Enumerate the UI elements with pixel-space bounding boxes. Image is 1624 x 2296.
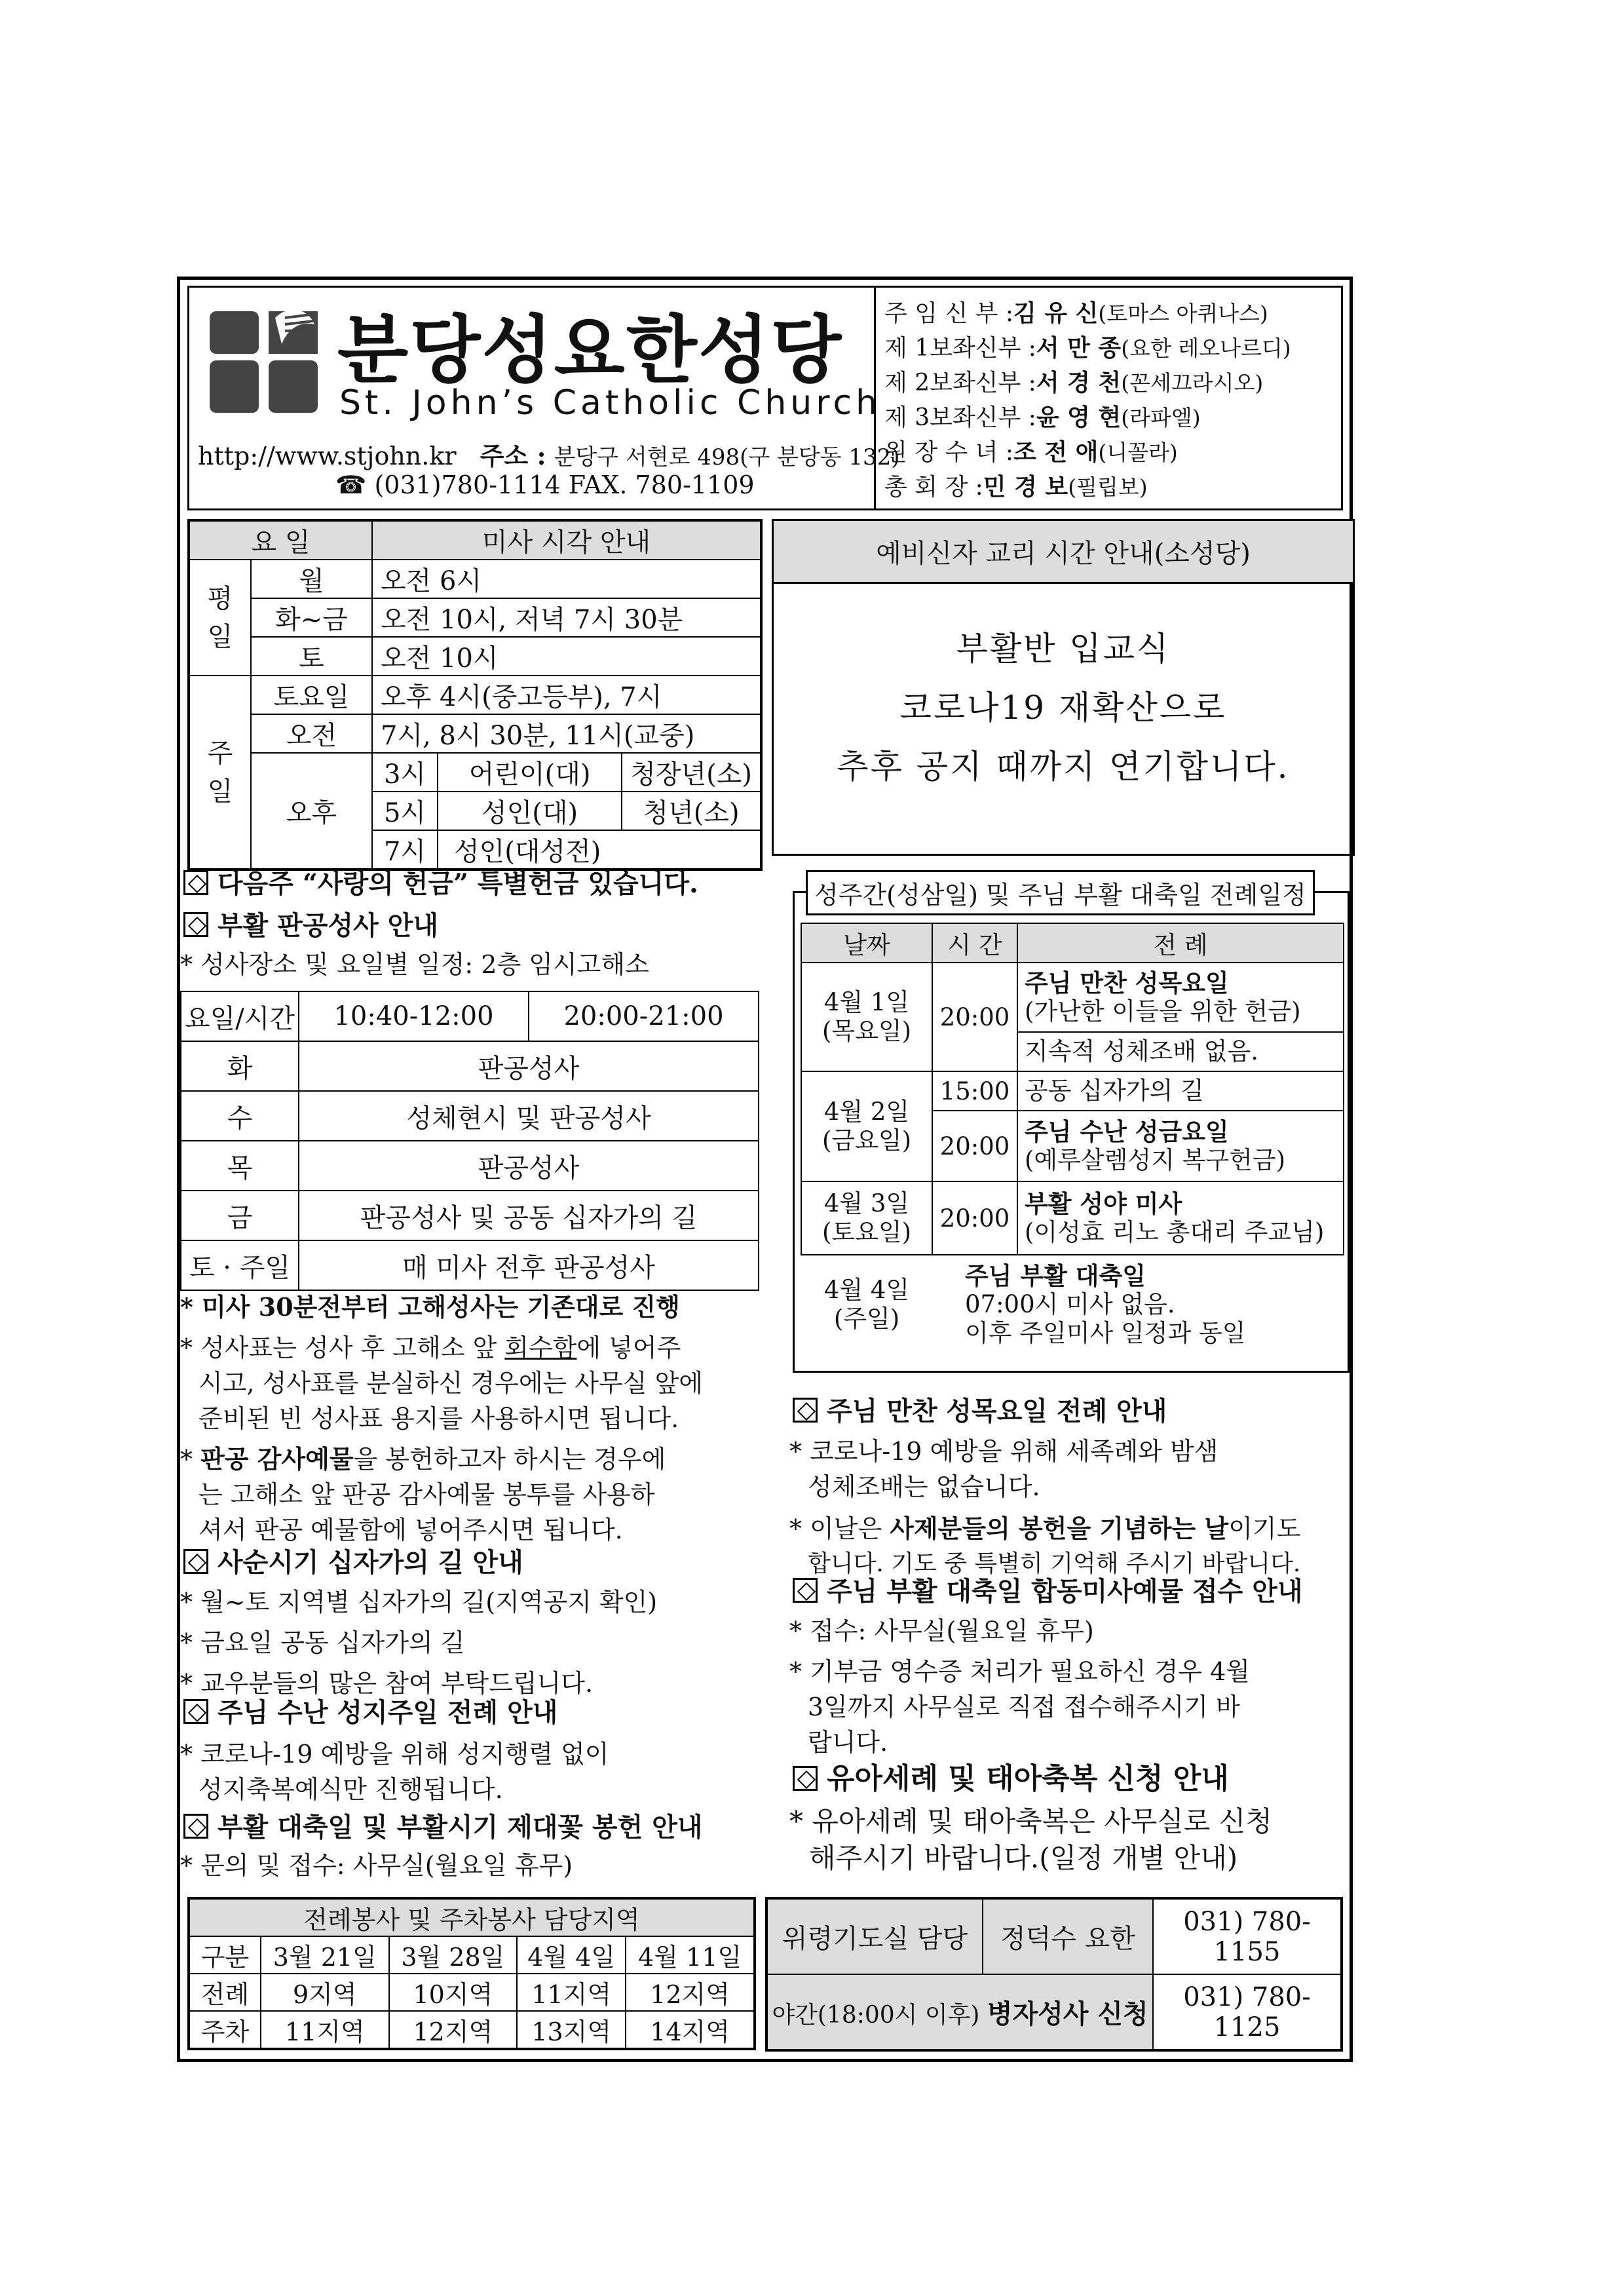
staff-row: 제 3보좌신부 :윤 영 현(라파엘) — [884, 404, 1201, 431]
section-stations: 사순시기 십자가의 길 안내 — [183, 1544, 523, 1582]
church-title: 분당성요한성당 — [337, 308, 843, 393]
staff-row: 총 회 장 :민 경 보(필립보) — [884, 473, 1148, 501]
liturgy-table: 날짜 시 간 전 례 4월 1일 (목요일) 20:00 주님 만찬 성목요일 (가난한 이들을 위한 헌금) 지속적 성체조배 없음. 4월 2일 (금요일) 15:00 공동 십자가의 길 20:00 주님 수난 성금요일 (예루살렘성지 복구헌금) 4월 3일 (토요일) 20:00 부활 성야 미사 (이성효 리노 총대리 주교님) 4월 4일 (주일) 주님 부활 대축일 07:00시 미사 없음. 이후 주일미사 일정과 동일 — [801, 923, 1344, 1353]
stations-notes: * 월~토 지역별 십자가의 길(지역공지 확인) * 금요일 공동 십자가의 길 * 교우분들의 많은 참여 부탁드립니다. — [180, 1588, 658, 1698]
mass-schedule-table: 요 일 미사 시각 안내 평 일 월 오전 6시 화~금 오전 10시, 저녁 7시 30분 토 오전 10시 주 일 토요일 오후 4시(중고등부), 7시 오전 7시, 8시 30분, 11시(교중) 오후 3시 어린이(대) 청장년(소) 5시 성인(대) 청년(소) 7시 성인(대성전) — [187, 519, 763, 871]
church-subtitle: St. John’s Catholic Church — [339, 383, 882, 423]
altar-flowers-note: * 문의 및 접수: 사무실(월요일 휴무) — [180, 1851, 573, 1880]
website-link[interactable]: http://www.stjohn.kr — [198, 442, 457, 470]
section-bullet-icon — [183, 1549, 208, 1574]
contact-address — [198, 436, 900, 472]
staff-row: 제 1보좌신부 :서 만 종(요한 레오나르디) — [884, 334, 1291, 362]
section-bullet-icon — [183, 1699, 208, 1724]
catechism-line: 추후 공지 때까지 연기합니다. — [837, 748, 1290, 786]
palm-sunday-notes: * 코로나-19 예방을 위해 성지행렬 없이 성지축복예식만 진행됩니다. — [180, 1740, 609, 1804]
infant-baptism-notes: * 유아세례 및 태아축복은 사무실로 신청 해주시기 바랍니다.(일정 개별 안내) — [789, 1805, 1272, 1874]
mass-header-day: 요 일 — [189, 520, 372, 560]
mass-header-time: 미사 시각 안내 — [372, 520, 761, 560]
section-holy-thursday: 주님 만찬 성목요일 전례 안내 — [793, 1392, 1167, 1430]
liturgy-title: 성주간(성삼일) 및 주님 부활 대축일 전례일정 — [806, 870, 1315, 915]
staff-list — [884, 296, 1291, 505]
section-bullet-icon — [183, 912, 208, 937]
section-confession: 부활 판공성사 안내 — [183, 907, 438, 945]
section-bullet-icon — [793, 1578, 818, 1603]
staff-row: 주 임 신 부 :김 유 신(토마스 아퀴나스) — [884, 299, 1268, 327]
weekday-label: 평 일 — [189, 560, 251, 676]
confession-table: 요일/시간 10:40-12:00 20:00-21:00 화 판공성사 수 성체현시 및 판공성사 목 판공성사 금 판공성사 및 공동 십자가의 길 토 · 주일 매 미사 전후 판공성사 — [180, 991, 759, 1291]
contact-table: 위령기도실 담당 정덕수 요한 031) 780-1155 야간(18:00시 이후) 병자성사 신청 031) 780-1125 — [765, 1897, 1343, 2052]
section-bullet-icon — [183, 1814, 208, 1839]
contact-phone — [335, 470, 755, 499]
section-special-offering: 다음주 “사랑의 헌금” 특별헌금 있습니다. — [183, 865, 698, 903]
confession-note: * 성사장소 및 요일별 일정: 2층 임시고해소 — [180, 950, 649, 979]
holy-thursday-notes: * 코로나-19 예방을 위해 세족례와 밤샘 성체조배는 없습니다. * 이날은 사제분들의 봉헌을 기념하는 날이기도 합니다. 기도 중 특별히 기억해 주시기 바랍니다. — [789, 1437, 1301, 1577]
section-bullet-icon — [183, 870, 208, 895]
section-bullet-icon — [793, 1398, 818, 1423]
address-text: 분당구 서현로 498(구 분당동 132) — [554, 444, 900, 470]
phone-text: (031)780-1114 FAX. 780-1109 — [374, 470, 755, 499]
catechism-title: 예비신자 교리 시간 안내(소성당) — [774, 521, 1353, 584]
phone-icon: ☎ — [335, 470, 367, 499]
section-altar-flowers: 부활 대축일 및 부활시기 제대꽃 봉헌 안내 — [183, 1808, 702, 1846]
section-easter-offering: 주님 부활 대축일 합동미사예물 접수 안내 — [793, 1573, 1303, 1611]
section-infant-baptism: 유아세례 및 태아축복 신청 안내 — [793, 1760, 1229, 1798]
easter-offering-notes: * 접수: 사무실(월요일 휴무) * 기부금 영수증 처리가 필요하신 경우 4월 3일까지 사무실로 직접 접수해주시기 바 랍니다. — [789, 1617, 1250, 1757]
section-palm-sunday: 주님 수난 성지주일 전례 안내 — [183, 1694, 557, 1732]
service-area-table: 전례봉사 및 주차봉사 담당지역 구분 3월 21일 3월 28일 4월 4일 4월 11일 전례 9지역 10지역 11지역 12지역 주차 11지역 12지역 13지역 14지역 — [187, 1897, 756, 2050]
catechism-line: 부활반 입교식 — [956, 630, 1171, 668]
catechism-line: 코로나19 재확산으로 — [899, 689, 1227, 727]
staff-row: 원 장 수 녀 :조 전 애(니꼴라) — [884, 438, 1178, 466]
staff-row: 제 2보좌신부 :서 경 천(꼰세끄라시오) — [884, 369, 1264, 396]
church-logo-icon — [203, 298, 328, 423]
address-label: 주소 : — [480, 441, 546, 470]
catechism-box — [772, 519, 1355, 856]
confession-notes: * 미사 30분전부터 고해성사는 기존대로 진행 * 성사표는 성사 후 고해소 앞 회수함에 넣어주 시고, 성사표를 분실하신 경우에는 사무실 앞에 준비된 빈 성사표 용지를 사용하시면 됩니다. * 판공 감사예물을 봉헌하고자 하시는 경우에 는 고해소 앞 판공 감사예물 봉투를 사용하 셔서 판공 예물함에 넣어주시면 됩니다. — [180, 1292, 703, 1544]
section-bullet-icon — [793, 1766, 818, 1791]
sunday-label: 주 일 — [189, 676, 251, 870]
